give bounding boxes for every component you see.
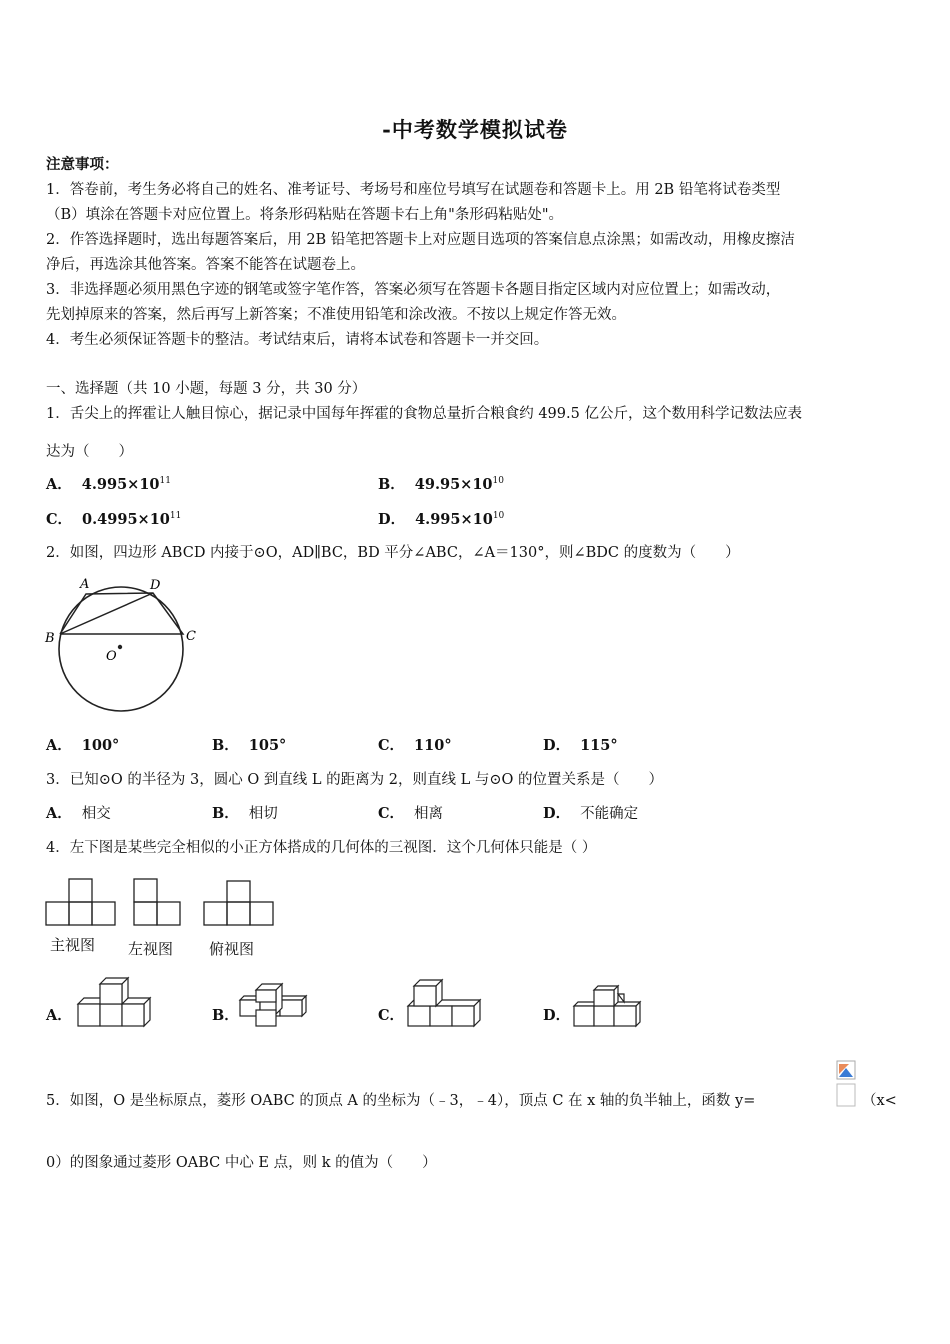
side-view-label: 左视图 <box>128 940 174 958</box>
notice-line: （B）填涂在答题卡对应位置上。将条形码粘贴在答题卡右上角"条形码粘贴处"。 <box>46 207 563 223</box>
q3-option-b: B． 相切 <box>212 805 278 822</box>
question-2-text: 2．如图，四边形 ABCD 内接于⊙O，AD∥BC，BD 平分∠ABC，∠A＝130°，则∠BDC 的度数为（ ） <box>46 545 740 561</box>
q2-option-d: D． 115° <box>543 737 618 754</box>
label-d: D <box>150 578 161 593</box>
question-1-text-cont: 达为（ ） <box>46 444 133 460</box>
notice-line: 先划掉原来的答案，然后再写上新答案；不准使用铅笔和涂改液。不按以上规定作答无效。 <box>46 307 626 323</box>
q4-option-a-key: A． <box>46 1007 72 1024</box>
q3-option-d: D． 不能确定 <box>543 805 639 822</box>
page-title: -中考数学模拟试卷 <box>382 117 568 142</box>
q4-option-c-key: C． <box>378 1007 405 1024</box>
question-1-text: 1．舌尖上的挥霍让人触目惊心，据记录中国每年挥霍的食物总量折合粮食约 499.5 亿公斤，这个数用科学记数法应表 <box>46 406 802 422</box>
label-c: C <box>186 629 196 644</box>
q4-option-d-solid <box>570 982 644 1030</box>
q1-option-b: B． $49.95\times 10^{10}$ <box>378 476 504 493</box>
question-4-text: 4．左下图是某些完全相似的小正方体搭成的几何体的三视图．这个几何体只能是（ ） <box>46 840 597 856</box>
q2-option-b: B． 105° <box>212 737 287 754</box>
q3-option-c: C． 相离 <box>378 805 444 822</box>
notice-line: 4．考生必须保证答题卡的整洁。考试结束后，请将本试卷和答题卡一并交回。 <box>46 332 549 348</box>
notice-line: 1．答卷前，考生务必将自己的姓名、准考证号、考场号和座位号填写在试题卷和答题卡上。用 2B 铅笔将试卷类型 <box>46 182 781 198</box>
q4-option-c-solid <box>404 976 482 1030</box>
three-view-drawings <box>44 876 284 932</box>
q1-option-a: A． $4.995\times 10^{11}$ <box>46 476 171 493</box>
q4-option-b-key: B． <box>212 1007 239 1024</box>
q4-option-b-solid <box>236 982 312 1030</box>
notice-heading: 注意事项： <box>46 156 119 173</box>
notice-line: 3．非选择题必须用黑色字迹的钢笔或签字笔作答，答案必须写在答题卡各题目指定区域内对应位置上；如需改动， <box>46 282 781 298</box>
q4-option-a-solid <box>72 974 152 1030</box>
label-o: O <box>106 649 117 664</box>
question-3-text: 3．已知⊙O 的半径为 3，圆心 O 到直线 L 的距离为 2，则直线 L 与⊙O 的位置关系是（ ） <box>46 772 663 788</box>
q1-option-d: D． $4.995\times 10^{10}$ <box>378 511 505 528</box>
notice-line: 净后，再选涂其他答案。答案不能答在试题卷上。 <box>46 257 365 273</box>
front-view-label: 主视图 <box>50 936 96 954</box>
label-b: B <box>45 631 55 646</box>
section-heading: 一、选择题（共 10 小题，每题 3 分，共 30 分） <box>46 381 367 397</box>
question-5-text: 5．如图，O 是坐标原点，菱形 OABC 的顶点 A 的坐标为（﹣3，﹣4），顶点 C 在 x 轴的负半轴上，函数 y= <box>46 1093 756 1109</box>
question-5-text-tail: （x< <box>862 1093 897 1109</box>
label-a: A <box>80 577 90 592</box>
circle-quadrilateral-figure <box>42 574 202 716</box>
q4-option-d-key: D． <box>543 1007 571 1024</box>
broken-formula-image-icon <box>835 1060 859 1108</box>
q2-option-c: C． 110° <box>378 737 452 754</box>
q3-option-a: A． 相交 <box>46 805 111 822</box>
q1-option-c: C． $0.4995\times 10^{11}$ <box>46 511 182 528</box>
notice-line: 2．作答选择题时，选出每题答案后，用 2B 铅笔把答题卡上对应题目选项的答案信息点涂黑；如需改动，用橡皮擦洁 <box>46 232 795 248</box>
q2-option-a: A． 100° <box>46 737 120 754</box>
top-view-label: 俯视图 <box>209 940 255 958</box>
question-5-text-cont: 0）的图象通过菱形 OABC 中心 E 点，则 k 的值为（ ） <box>46 1155 437 1171</box>
